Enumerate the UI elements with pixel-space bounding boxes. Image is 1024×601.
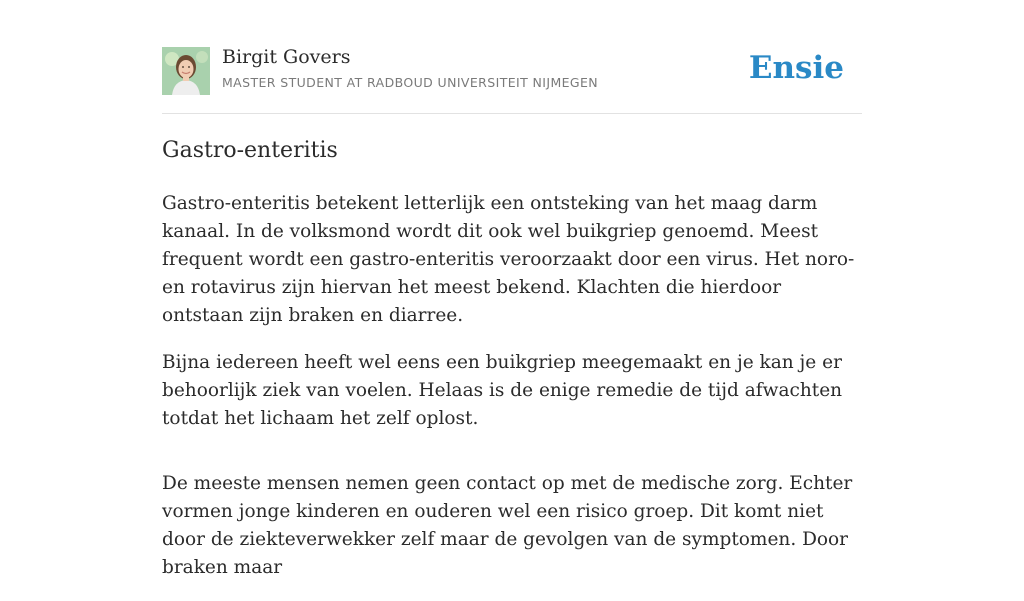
author-header: [162, 44, 862, 114]
article-paragraph: De meeste mensen nemen geen contact op met de medische zorg. Echter vormen jonge kinderen en ouderen wel een risico groep. Dit komt niet door de ziekteverwekker zelf maar de gevolgen van de symptomen. Door braken maar: [162, 473, 853, 578]
article-title: Gastro-enteritis: [162, 138, 338, 163]
avatar[interactable]: [162, 47, 210, 95]
author-tagline: MASTER STUDENT AT RADBOUD UNIVERSITEIT NIJMEGEN: [222, 75, 599, 90]
avatar-portrait-icon: [162, 47, 210, 95]
ensie-logo[interactable]: Ensie: [748, 50, 844, 86]
article-paragraph: Bijna iedereen heeft wel eens een buikgriep meegemaakt en je kan je er behoorlijk ziek van voelen. Helaas is de enige remedie de tijd afwachten totdat het lichaam het zelf oplost.: [162, 352, 843, 429]
article-body: [162, 190, 862, 601]
author-name[interactable]: Birgit Govers: [222, 46, 351, 68]
article-paragraph: Gastro-enteritis betekent letterlijk een ontsteking van het maag darm kanaal. In de volksmond wordt dit ook wel buikgriep genoemd. Meest frequent wordt een gastro-enteritis veroorzaakt door een virus. Het noro- en rotavirus zijn hiervan het meest bekend. Klachten die hierdoor ontstaan zijn braken en diarree.: [162, 193, 855, 326]
